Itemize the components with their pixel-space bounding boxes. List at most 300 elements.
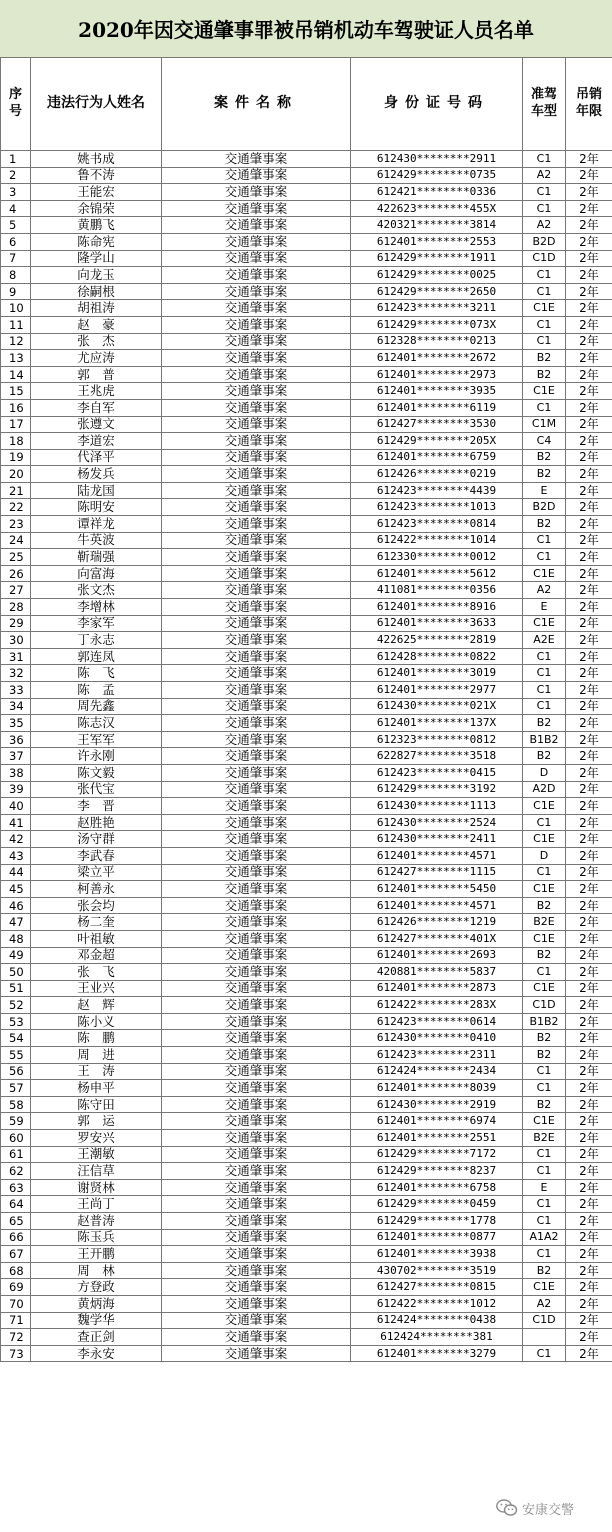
- row-index: 71: [1, 1312, 31, 1329]
- table-row: [1, 366, 612, 383]
- row-id-number: 612430********2911: [351, 151, 523, 168]
- row-id-number: 612401********8039: [351, 1080, 523, 1097]
- row-name: 梁立平: [31, 864, 162, 881]
- row-name: 陈 鹏: [31, 1030, 162, 1047]
- row-name: 魏学华: [31, 1312, 162, 1329]
- table-row: [1, 1295, 612, 1312]
- row-index: 46: [1, 897, 31, 914]
- table-row: [1, 267, 612, 284]
- table-row: [1, 283, 612, 300]
- row-name: 汪信草: [31, 1163, 162, 1180]
- row-case: 交通肇事案: [162, 532, 351, 549]
- row-vehicle-type: C1: [523, 333, 566, 350]
- row-name: 周 林: [31, 1262, 162, 1279]
- table-row: [1, 1030, 612, 1047]
- row-vehicle-type: C1E: [523, 1279, 566, 1296]
- table-row: [1, 1213, 612, 1230]
- header-type-top: 准驾: [530, 87, 557, 103]
- row-index: 22: [1, 499, 31, 516]
- row-case: 交通肇事案: [162, 914, 351, 931]
- row-case: 交通肇事案: [162, 316, 351, 333]
- row-index: 35: [1, 715, 31, 732]
- row-name: 余锦荣: [31, 200, 162, 217]
- row-revocation-years: 2年: [566, 582, 612, 599]
- row-case: 交通肇事案: [162, 980, 351, 997]
- table-row: [1, 233, 612, 250]
- row-name: 陈明安: [31, 499, 162, 516]
- row-id-number: 612430********021X: [351, 698, 523, 715]
- row-name: 陈玉兵: [31, 1229, 162, 1246]
- row-case: 交通肇事案: [162, 151, 351, 168]
- row-index: 28: [1, 599, 31, 616]
- row-index: 40: [1, 798, 31, 815]
- row-name: 谢贤林: [31, 1179, 162, 1196]
- row-vehicle-type: C1: [523, 399, 566, 416]
- row-vehicle-type: B2: [523, 350, 566, 367]
- row-index: 53: [1, 1013, 31, 1030]
- row-id-number: 612429********0025: [351, 267, 523, 284]
- table-row: [1, 1279, 612, 1296]
- table-row: [1, 947, 612, 964]
- row-id-number: 612429********3192: [351, 781, 523, 798]
- row-id-number: 612423********3211: [351, 300, 523, 317]
- table-row: [1, 200, 612, 217]
- row-case: 交通肇事案: [162, 715, 351, 732]
- row-name: 徐嗣根: [31, 283, 162, 300]
- table-row: [1, 748, 612, 765]
- row-index: 30: [1, 632, 31, 649]
- row-index: 72: [1, 1329, 31, 1346]
- row-case: 交通肇事案: [162, 565, 351, 582]
- row-revocation-years: 2年: [566, 1262, 612, 1279]
- row-case: 交通肇事案: [162, 947, 351, 964]
- row-id-number: 612328********0213: [351, 333, 523, 350]
- row-case: 交通肇事案: [162, 184, 351, 201]
- row-id-number: 612430********1113: [351, 798, 523, 815]
- table-row: [1, 930, 612, 947]
- row-id-number: 622827********3518: [351, 748, 523, 765]
- row-name: 赵胜艳: [31, 814, 162, 831]
- row-case: 交通肇事案: [162, 1080, 351, 1097]
- row-vehicle-type: A2E: [523, 632, 566, 649]
- table-row: [1, 1113, 612, 1130]
- row-vehicle-type: C1: [523, 1163, 566, 1180]
- row-name: 周先鑫: [31, 698, 162, 715]
- row-case: 交通肇事案: [162, 416, 351, 433]
- row-id-number: 612401********5612: [351, 565, 523, 582]
- row-id-number: 420881********5837: [351, 964, 523, 981]
- row-id-number: 612401********137X: [351, 715, 523, 732]
- table-row: [1, 997, 612, 1014]
- row-name: 郭 运: [31, 1113, 162, 1130]
- row-revocation-years: 2年: [566, 1196, 612, 1213]
- row-name: 周 进: [31, 1047, 162, 1064]
- row-index: 68: [1, 1262, 31, 1279]
- row-revocation-years: 2年: [566, 250, 612, 267]
- row-vehicle-type: C1: [523, 200, 566, 217]
- table-row: [1, 1196, 612, 1213]
- row-revocation-years: 2年: [566, 516, 612, 533]
- table-row: [1, 1130, 612, 1147]
- row-vehicle-type: A2: [523, 167, 566, 184]
- row-name: 尤应涛: [31, 350, 162, 367]
- row-index: 2: [1, 167, 31, 184]
- table-row: [1, 1063, 612, 1080]
- table-row: [1, 1246, 612, 1263]
- row-index: 61: [1, 1146, 31, 1163]
- table-row: [1, 814, 612, 831]
- table-row: [1, 980, 612, 997]
- row-case: 交通肇事案: [162, 1030, 351, 1047]
- row-vehicle-type: C4: [523, 433, 566, 450]
- row-id-number: 612422********1012: [351, 1295, 523, 1312]
- row-revocation-years: 2年: [566, 682, 612, 699]
- table-row: [1, 847, 612, 864]
- row-revocation-years: 2年: [566, 1080, 612, 1097]
- row-case: 交通肇事案: [162, 399, 351, 416]
- row-index: 56: [1, 1063, 31, 1080]
- row-revocation-years: 2年: [566, 283, 612, 300]
- row-index: 7: [1, 250, 31, 267]
- row-id-number: 422623********455X: [351, 200, 523, 217]
- table-row: [1, 1312, 612, 1329]
- row-name: 李武春: [31, 847, 162, 864]
- row-case: 交通肇事案: [162, 1345, 351, 1362]
- row-vehicle-type: C1D: [523, 250, 566, 267]
- row-name: 谭祥龙: [31, 516, 162, 533]
- row-case: 交通肇事案: [162, 300, 351, 317]
- row-name: 张 飞: [31, 964, 162, 981]
- table-row: [1, 881, 612, 898]
- row-case: 交通肇事案: [162, 267, 351, 284]
- row-id-number: 612401********2551: [351, 1130, 523, 1147]
- row-vehicle-type: A2: [523, 217, 566, 234]
- row-id-number: 612429********073X: [351, 316, 523, 333]
- table-row: [1, 781, 612, 798]
- row-index: 3: [1, 184, 31, 201]
- row-index: 6: [1, 233, 31, 250]
- row-name: 王尚丁: [31, 1196, 162, 1213]
- row-vehicle-type: A2: [523, 582, 566, 599]
- row-case: 交通肇事案: [162, 814, 351, 831]
- row-id-number: 612423********4439: [351, 482, 523, 499]
- row-vehicle-type: C1E: [523, 1113, 566, 1130]
- row-revocation-years: 2年: [566, 200, 612, 217]
- row-name: 李自军: [31, 399, 162, 416]
- row-revocation-years: 2年: [566, 781, 612, 798]
- table-row: [1, 1179, 612, 1196]
- row-case: 交通肇事案: [162, 964, 351, 981]
- row-vehicle-type: C1E: [523, 980, 566, 997]
- row-index: 70: [1, 1295, 31, 1312]
- row-revocation-years: 2年: [566, 300, 612, 317]
- row-name: 陆龙国: [31, 482, 162, 499]
- row-index: 73: [1, 1345, 31, 1362]
- row-case: 交通肇事案: [162, 1246, 351, 1263]
- row-id-number: 612401********3935: [351, 383, 523, 400]
- table-row: [1, 1345, 612, 1362]
- row-name: 郭连凤: [31, 648, 162, 665]
- table-row: [1, 383, 612, 400]
- row-name: 陈守田: [31, 1096, 162, 1113]
- row-vehicle-type: C1: [523, 151, 566, 168]
- row-revocation-years: 2年: [566, 632, 612, 649]
- table-row: [1, 1163, 612, 1180]
- row-case: 交通肇事案: [162, 433, 351, 450]
- row-index: 20: [1, 466, 31, 483]
- row-vehicle-type: B2: [523, 1030, 566, 1047]
- row-index: 66: [1, 1229, 31, 1246]
- row-case: 交通肇事案: [162, 798, 351, 815]
- row-case: 交通肇事案: [162, 615, 351, 632]
- row-name: 代泽平: [31, 449, 162, 466]
- table-row: [1, 449, 612, 466]
- header-row: [1, 58, 612, 151]
- row-id-number: 612422********1014: [351, 532, 523, 549]
- row-case: 交通肇事案: [162, 1279, 351, 1296]
- header-case: 案件名称: [162, 58, 351, 151]
- row-case: 交通肇事案: [162, 781, 351, 798]
- table-row: [1, 1146, 612, 1163]
- row-revocation-years: 2年: [566, 1329, 612, 1346]
- row-revocation-years: 2年: [566, 1163, 612, 1180]
- row-index: 41: [1, 814, 31, 831]
- header-type-bottom: 车型: [530, 104, 557, 119]
- table-row: [1, 615, 612, 632]
- row-id-number: 612330********0012: [351, 549, 523, 566]
- table-row: [1, 516, 612, 533]
- row-revocation-years: 2年: [566, 267, 612, 284]
- row-revocation-years: 2年: [566, 151, 612, 168]
- row-id-number: 612423********0614: [351, 1013, 523, 1030]
- row-name: 李 晋: [31, 798, 162, 815]
- row-index: 59: [1, 1113, 31, 1130]
- row-vehicle-type: C1: [523, 267, 566, 284]
- row-index: 33: [1, 682, 31, 699]
- row-id-number: 612422********283X: [351, 997, 523, 1014]
- row-index: 64: [1, 1196, 31, 1213]
- row-case: 交通肇事案: [162, 366, 351, 383]
- row-index: 44: [1, 864, 31, 881]
- table-row: [1, 565, 612, 582]
- table-row: [1, 698, 612, 715]
- row-case: 交通肇事案: [162, 200, 351, 217]
- watermark-text: 安康交警: [522, 1502, 575, 1518]
- row-case: 交通肇事案: [162, 698, 351, 715]
- row-revocation-years: 2年: [566, 648, 612, 665]
- row-revocation-years: 2年: [566, 466, 612, 483]
- row-revocation-years: 2年: [566, 615, 612, 632]
- row-index: 17: [1, 416, 31, 433]
- row-case: 交通肇事案: [162, 1113, 351, 1130]
- row-name: 王 涛: [31, 1063, 162, 1080]
- table-row: [1, 333, 612, 350]
- table-row: [1, 217, 612, 234]
- row-vehicle-type: C1D: [523, 997, 566, 1014]
- row-vehicle-type: C1: [523, 698, 566, 715]
- row-revocation-years: 2年: [566, 532, 612, 549]
- row-id-number: 612429********1911: [351, 250, 523, 267]
- row-revocation-years: 2年: [566, 167, 612, 184]
- row-revocation-years: 2年: [566, 831, 612, 848]
- row-revocation-years: 2年: [566, 748, 612, 765]
- row-case: 交通肇事案: [162, 1262, 351, 1279]
- row-revocation-years: 2年: [566, 665, 612, 682]
- row-case: 交通肇事案: [162, 167, 351, 184]
- row-index: 4: [1, 200, 31, 217]
- row-index: 9: [1, 283, 31, 300]
- table-row: [1, 1262, 612, 1279]
- row-name: 张遵文: [31, 416, 162, 433]
- row-vehicle-type: B2E: [523, 914, 566, 931]
- row-revocation-years: 2年: [566, 715, 612, 732]
- table-row: [1, 1229, 612, 1246]
- row-case: 交通肇事案: [162, 466, 351, 483]
- row-vehicle-type: B2: [523, 1262, 566, 1279]
- table-row: [1, 250, 612, 267]
- row-case: 交通肇事案: [162, 1213, 351, 1230]
- row-index: 63: [1, 1179, 31, 1196]
- row-id-number: 612429********1778: [351, 1213, 523, 1230]
- row-revocation-years: 2年: [566, 399, 612, 416]
- row-case: 交通肇事案: [162, 283, 351, 300]
- header-type: [523, 58, 566, 151]
- row-case: 交通肇事案: [162, 599, 351, 616]
- row-index: 37: [1, 748, 31, 765]
- row-vehicle-type: C1: [523, 1063, 566, 1080]
- row-vehicle-type: A2D: [523, 781, 566, 798]
- row-index: 65: [1, 1213, 31, 1230]
- row-id-number: 612428********0822: [351, 648, 523, 665]
- table-row: [1, 466, 612, 483]
- row-index: 55: [1, 1047, 31, 1064]
- row-case: 交通肇事案: [162, 482, 351, 499]
- row-name: 杨二奎: [31, 914, 162, 931]
- row-case: 交通肇事案: [162, 1329, 351, 1346]
- row-vehicle-type: B2E: [523, 1130, 566, 1147]
- row-vehicle-type: C1: [523, 1146, 566, 1163]
- row-name: 查正剑: [31, 1329, 162, 1346]
- row-revocation-years: 2年: [566, 1113, 612, 1130]
- row-vehicle-type: C1: [523, 1246, 566, 1263]
- table-row: [1, 731, 612, 748]
- row-name: 王潮敏: [31, 1146, 162, 1163]
- row-id-number: 612401********3019: [351, 665, 523, 682]
- row-id-number: 612401********6974: [351, 1113, 523, 1130]
- row-revocation-years: 2年: [566, 847, 612, 864]
- row-revocation-years: 2年: [566, 1013, 612, 1030]
- row-id-number: 420321********3814: [351, 217, 523, 234]
- row-case: 交通肇事案: [162, 682, 351, 699]
- row-revocation-years: 2年: [566, 366, 612, 383]
- row-revocation-years: 2年: [566, 864, 612, 881]
- table-row: [1, 582, 612, 599]
- row-id-number: 612426********0219: [351, 466, 523, 483]
- row-case: 交通肇事案: [162, 1146, 351, 1163]
- row-vehicle-type: C1: [523, 648, 566, 665]
- row-vehicle-type: B2: [523, 449, 566, 466]
- row-revocation-years: 2年: [566, 217, 612, 234]
- row-id-number: 612401********2977: [351, 682, 523, 699]
- row-vehicle-type: B2: [523, 366, 566, 383]
- row-id-number: 612401********3938: [351, 1246, 523, 1263]
- row-id-number: 612401********8916: [351, 599, 523, 616]
- row-name: 张会均: [31, 897, 162, 914]
- row-revocation-years: 2年: [566, 599, 612, 616]
- row-vehicle-type: C1: [523, 964, 566, 981]
- row-revocation-years: 2年: [566, 233, 612, 250]
- wechat-icon: [496, 1499, 518, 1517]
- row-revocation-years: 2年: [566, 416, 612, 433]
- table-row: [1, 682, 612, 699]
- row-index: 57: [1, 1080, 31, 1097]
- row-id-number: 612424********381: [351, 1329, 523, 1346]
- row-index: 29: [1, 615, 31, 632]
- row-case: 交通肇事案: [162, 250, 351, 267]
- row-id-number: 612401********3279: [351, 1345, 523, 1362]
- row-case: 交通肇事案: [162, 748, 351, 765]
- table-row: [1, 1329, 612, 1346]
- row-index: 36: [1, 731, 31, 748]
- table-row: [1, 715, 612, 732]
- table-row: [1, 300, 612, 317]
- table-row: [1, 151, 612, 168]
- row-id-number: 612401********3633: [351, 615, 523, 632]
- row-name: 郭 普: [31, 366, 162, 383]
- row-index: 39: [1, 781, 31, 798]
- row-id-number: 612421********0336: [351, 184, 523, 201]
- row-case: 交通肇事案: [162, 1229, 351, 1246]
- row-vehicle-type: B2: [523, 947, 566, 964]
- row-vehicle-type: E: [523, 482, 566, 499]
- row-name: 黄炳海: [31, 1295, 162, 1312]
- row-name: 鲁不涛: [31, 167, 162, 184]
- row-id-number: 612427********3530: [351, 416, 523, 433]
- row-id-number: 612401********2973: [351, 366, 523, 383]
- row-name: 王军军: [31, 731, 162, 748]
- row-name: 赵 辉: [31, 997, 162, 1014]
- row-index: 49: [1, 947, 31, 964]
- table-row: [1, 632, 612, 649]
- row-vehicle-type: C1E: [523, 881, 566, 898]
- row-revocation-years: 2年: [566, 433, 612, 450]
- row-vehicle-type: C1: [523, 682, 566, 699]
- row-id-number: 422625********2819: [351, 632, 523, 649]
- row-name: 陈 孟: [31, 682, 162, 699]
- row-vehicle-type: C1: [523, 814, 566, 831]
- row-vehicle-type: B1B2: [523, 1013, 566, 1030]
- row-revocation-years: 2年: [566, 814, 612, 831]
- row-case: 交通肇事案: [162, 881, 351, 898]
- row-vehicle-type: C1: [523, 1345, 566, 1362]
- row-revocation-years: 2年: [566, 930, 612, 947]
- row-name: 杨申平: [31, 1080, 162, 1097]
- row-name: 李永安: [31, 1345, 162, 1362]
- row-index: 26: [1, 565, 31, 582]
- row-name: 许永刚: [31, 748, 162, 765]
- row-name: 隆学山: [31, 250, 162, 267]
- row-case: 交通肇事案: [162, 731, 351, 748]
- row-revocation-years: 2年: [566, 1146, 612, 1163]
- row-revocation-years: 2年: [566, 731, 612, 748]
- row-index: 42: [1, 831, 31, 848]
- row-revocation-years: 2年: [566, 316, 612, 333]
- row-name: 罗安兴: [31, 1130, 162, 1147]
- row-revocation-years: 2年: [566, 565, 612, 582]
- row-index: 50: [1, 964, 31, 981]
- row-id-number: 612401********2553: [351, 233, 523, 250]
- row-revocation-years: 2年: [566, 1312, 612, 1329]
